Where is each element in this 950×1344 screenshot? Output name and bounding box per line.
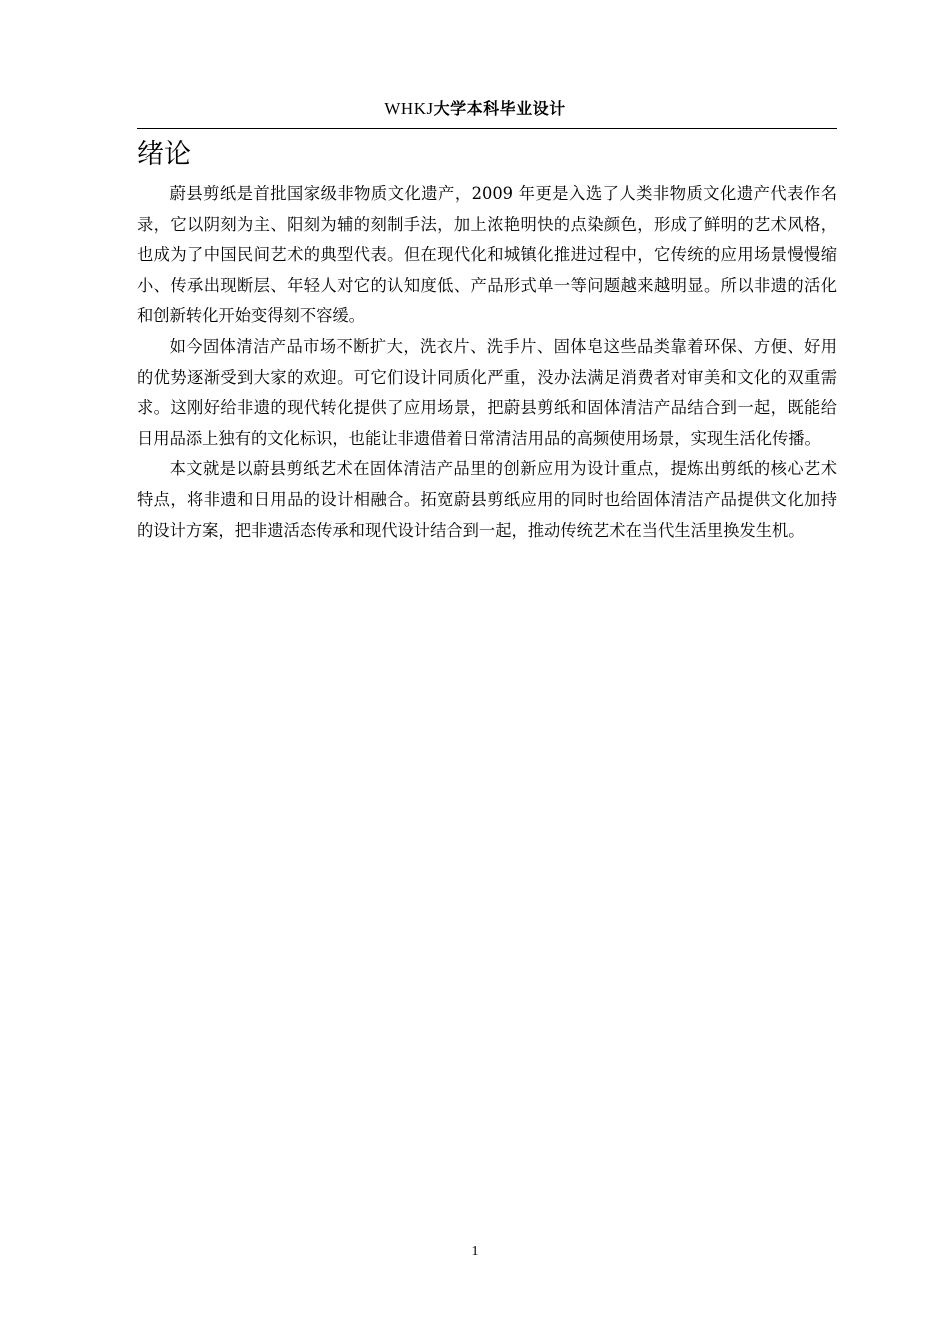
chapter-title: 绪论 [137,139,191,170]
paragraph-3: 本文就是以蔚县剪纸艺术在固体清洁产品里的创新应用为设计重点，提炼出剪纸的核心艺术特点，将非遗和日用品的设计相融合。拓宽蔚县剪纸应用的同时也给固体清洁产品提供文化加持的设计方案，把非遗活态传承和现代设计结合到一起，推动传统艺术在当代生活里换发生机。 [137,459,837,540]
header-divider [137,128,837,129]
paragraph-2: 如今固体清洁产品市场不断扩大，洗衣片、洗手片、固体皂这些品类靠着环保、方便、好用的优势逐渐受到大家的欢迎。可它们设计同质化严重，没办法满足消费者对审美和文化的双重需求。这刚好给非遗的现代转化提供了应用场景，把蔚县剪纸和固体清洁产品结合到一起，既能给日用品添上独有的文化标识，也能让非遗借着日常清洁用品的高频使用场景，实现生活化传播。 [137,336,837,448]
paragraph-1: 蔚县剪纸是首批国家级非物质文化遗产，2009 年更是入选了人类非物质文化遗产代表作名录，它以阴刻为主、阳刻为辅的刻制手法，加上浓艳明快的点染颜色，形成了鲜明的艺术风格，也成为了中国民间艺术的典型代表。但在现代化和城镇化推进过程中，它传统的应用场景慢慢缩小、传承出现断层、年轻人对它的认知度低、产品形式单一等问题越来越明显。所以非遗的活化和创新转化开始变得刻不容缓。 [137,184,837,326]
running-header [0,97,950,121]
header-brand: WHKJ [384,99,434,118]
page-number: 1 [471,1244,479,1259]
body-text [137,179,837,546]
header-title: 大学本科毕业设计 [433,99,566,118]
